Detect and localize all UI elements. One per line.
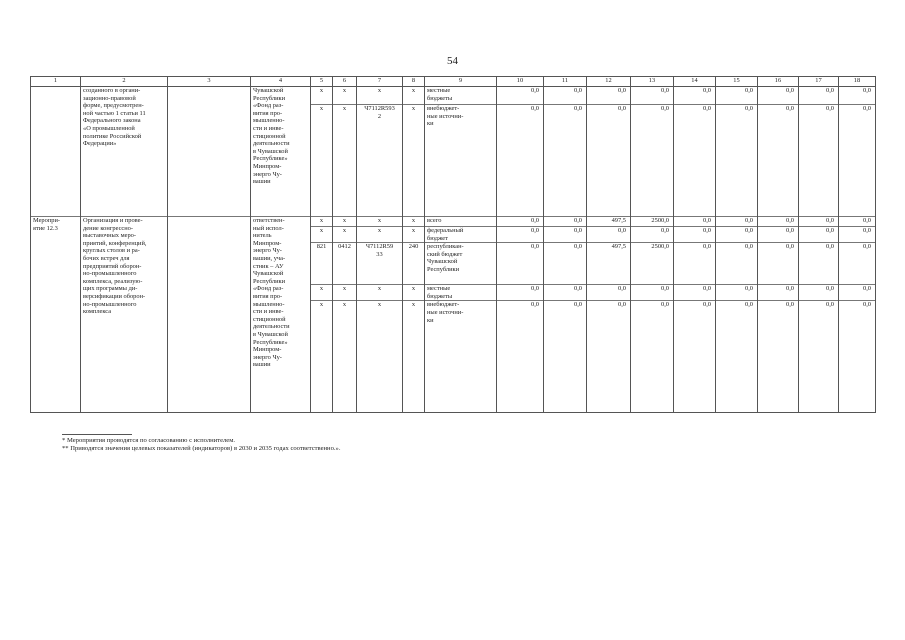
cell-value-col16: 0,0 [758, 227, 799, 243]
cell-value-col17: 0,0 [799, 227, 839, 243]
cell-value-col16: 0,0 [758, 301, 799, 413]
cell-value-col10: 0,0 [497, 105, 544, 217]
column-header-2: 2 [81, 77, 168, 87]
cell-value-col12: 497,5 [587, 217, 631, 227]
column-header-16: 16 [758, 77, 799, 87]
cell-event-name: Организация и прове- дение конгрессно- выставочных меро- приятий, конференций, круглых столов и ра- бочих встреч для предприятий оборон- но-промышленного комплекса, реализую- щих программы ди- версификации оборон- но-промышленного комплекса [81, 217, 168, 413]
footnote-rule [62, 434, 132, 435]
budget-table [30, 76, 875, 413]
cell-value-col12: 497,5 [587, 243, 631, 285]
cell-value-col10: 0,0 [497, 285, 544, 301]
table-row [31, 87, 876, 105]
cell-col7: Ч7112R59 33 [357, 243, 403, 285]
cell-col3 [168, 87, 251, 217]
cell-value-col18: 0,0 [839, 243, 876, 285]
cell-col7: x [357, 217, 403, 227]
column-header-9: 9 [425, 77, 497, 87]
cell-funding-source: внебюджет- ные источни- ки [425, 301, 497, 413]
cell-executor: Чувашской Республики «Фонд раз- вития про- мышленно- сти и инве- стиционной деятельности в Чувашской Республике» Минпром- энерго Чу- вашии [251, 87, 311, 217]
cell-value-col11: 0,0 [544, 105, 587, 217]
cell-value-col15: 0,0 [716, 227, 758, 243]
cell-col7: x [357, 301, 403, 413]
cell-value-col18: 0,0 [839, 217, 876, 227]
cell-funding-source: местные бюджеты [425, 285, 497, 301]
footnote-2: ** Приводятся значения целевых показателей (индикаторов) в 2030 и 2035 годах соответственно.». [62, 445, 341, 453]
cell-col7: x [357, 227, 403, 243]
cell-col5: 821 [311, 243, 333, 285]
cell-value-col13: 0,0 [631, 285, 674, 301]
cell-value-col17: 0,0 [799, 217, 839, 227]
cell-col7: x [357, 285, 403, 301]
cell-value-col18: 0,0 [839, 227, 876, 243]
cell-value-col15: 0,0 [716, 87, 758, 105]
cell-value-col12: 0,0 [587, 105, 631, 217]
cell-value-col17: 0,0 [799, 243, 839, 285]
cell-value-col16: 0,0 [758, 243, 799, 285]
cell-value-col11: 0,0 [544, 227, 587, 243]
cell-value-col11: 0,0 [544, 301, 587, 413]
cell-value-col14: 0,0 [674, 301, 716, 413]
cell-col7: x [357, 87, 403, 105]
cell-funding-source: республикан- ский бюджет Чувашской Республики [425, 243, 497, 285]
cell-value-col16: 0,0 [758, 105, 799, 217]
cell-col6: 0412 [333, 243, 357, 285]
cell-value-col14: 0,0 [674, 243, 716, 285]
cell-value-col13: 2500,0 [631, 243, 674, 285]
column-header-3: 3 [168, 77, 251, 87]
cell-value-col10: 0,0 [497, 301, 544, 413]
cell-value-col12: 0,0 [587, 301, 631, 413]
cell-col6: x [333, 227, 357, 243]
cell-value-col10: 0,0 [497, 87, 544, 105]
cell-col5: x [311, 87, 333, 105]
cell-col6: x [333, 105, 357, 217]
cell-value-col10: 0,0 [497, 217, 544, 227]
cell-value-col15: 0,0 [716, 301, 758, 413]
column-header-18: 18 [839, 77, 876, 87]
column-header-12: 12 [587, 77, 631, 87]
cell-value-col18: 0,0 [839, 105, 876, 217]
footnotes [62, 437, 340, 454]
cell-col5: x [311, 217, 333, 227]
column-header-1: 1 [31, 77, 81, 87]
column-header-6: 6 [333, 77, 357, 87]
cell-value-col11: 0,0 [544, 87, 587, 105]
cell-value-col18: 0,0 [839, 301, 876, 413]
cell-col8: x [403, 217, 425, 227]
cell-col5: x [311, 105, 333, 217]
cell-value-col13: 0,0 [631, 301, 674, 413]
footnote-1: * Мероприятия проводятся по согласованию с исполнителем. [62, 437, 236, 444]
cell-value-col12: 0,0 [587, 87, 631, 105]
cell-value-col16: 0,0 [758, 217, 799, 227]
cell-col7: Ч7112R593 2 [357, 105, 403, 217]
cell-funding-source: федеральный бюджет [425, 227, 497, 243]
column-header-4: 4 [251, 77, 311, 87]
column-header-14: 14 [674, 77, 716, 87]
cell-col8: x [403, 227, 425, 243]
cell-value-col15: 0,0 [716, 243, 758, 285]
cell-value-col12: 0,0 [587, 227, 631, 243]
table-row [31, 217, 876, 227]
cell-col5: x [311, 227, 333, 243]
column-header-15: 15 [716, 77, 758, 87]
cell-value-col14: 0,0 [674, 285, 716, 301]
cell-value-col10: 0,0 [497, 227, 544, 243]
cell-funding-source: внебюджет- ные источни- ки [425, 105, 497, 217]
cell-value-col15: 0,0 [716, 217, 758, 227]
column-header-7: 7 [357, 77, 403, 87]
header-row [31, 77, 876, 87]
cell-col8: x [403, 105, 425, 217]
column-header-5: 5 [311, 77, 333, 87]
cell-funding-source: местные бюджеты [425, 87, 497, 105]
cell-col8: x [403, 87, 425, 105]
cell-value-col16: 0,0 [758, 87, 799, 105]
cell-col5: x [311, 301, 333, 413]
cell-value-col11: 0,0 [544, 217, 587, 227]
column-header-17: 17 [799, 77, 839, 87]
column-header-11: 11 [544, 77, 587, 87]
cell-col6: x [333, 301, 357, 413]
cell-value-col14: 0,0 [674, 105, 716, 217]
cell-event-code [31, 87, 81, 217]
cell-value-col11: 0,0 [544, 243, 587, 285]
cell-executor: ответствен- ный испол- нитель Минпром- энерго Чу- вашии, уча- стник – АУ Чувашской Республики «Фонд раз- вития про- мышленно- сти и инве- стиционной деятельности в Чувашской Республике» Минпром- энерго Чу- вашии [251, 217, 311, 413]
cell-value-col13: 0,0 [631, 227, 674, 243]
cell-value-col17: 0,0 [799, 301, 839, 413]
column-header-8: 8 [403, 77, 425, 87]
cell-value-col13: 0,0 [631, 105, 674, 217]
cell-value-col13: 2500,0 [631, 217, 674, 227]
cell-col3 [168, 217, 251, 413]
cell-value-col18: 0,0 [839, 285, 876, 301]
cell-value-col12: 0,0 [587, 285, 631, 301]
cell-value-col14: 0,0 [674, 87, 716, 105]
cell-event-name: созданного в органи- зационно-правовой форме, предусмотрен- ной частью 1 статьи 11 Федерального закона «О промышленной политике Российской Федерации» [81, 87, 168, 217]
column-header-10: 10 [497, 77, 544, 87]
cell-value-col17: 0,0 [799, 105, 839, 217]
cell-col6: x [333, 217, 357, 227]
cell-col6: x [333, 285, 357, 301]
cell-col8: x [403, 285, 425, 301]
cell-value-col15: 0,0 [716, 285, 758, 301]
cell-funding-source: всего [425, 217, 497, 227]
cell-event-code: Меропри- ятие 12.3 [31, 217, 81, 413]
cell-col8: x [403, 301, 425, 413]
cell-col5: x [311, 285, 333, 301]
column-header-13: 13 [631, 77, 674, 87]
page-number: 54 [447, 55, 458, 67]
cell-value-col14: 0,0 [674, 227, 716, 243]
cell-value-col16: 0,0 [758, 285, 799, 301]
cell-value-col14: 0,0 [674, 217, 716, 227]
cell-value-col18: 0,0 [839, 87, 876, 105]
cell-col6: x [333, 87, 357, 105]
cell-value-col13: 0,0 [631, 87, 674, 105]
cell-value-col11: 0,0 [544, 285, 587, 301]
cell-value-col17: 0,0 [799, 285, 839, 301]
cell-col8: 240 [403, 243, 425, 285]
cell-value-col17: 0,0 [799, 87, 839, 105]
cell-value-col15: 0,0 [716, 105, 758, 217]
cell-value-col10: 0,0 [497, 243, 544, 285]
